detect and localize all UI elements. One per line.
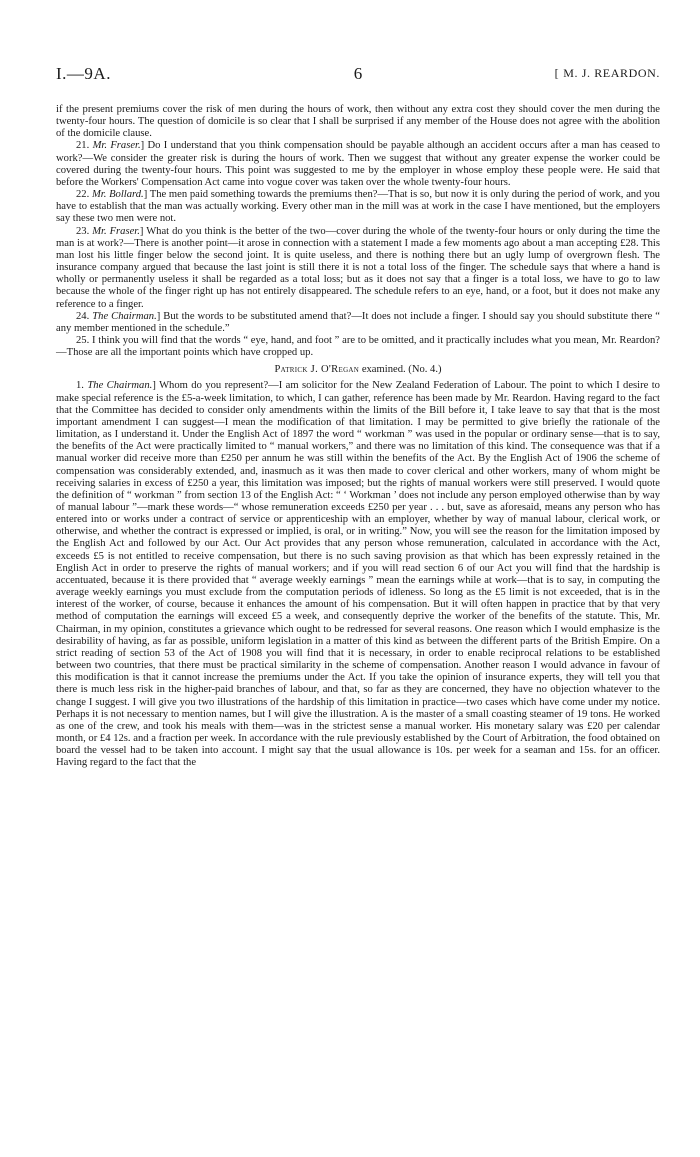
question-25 [56,335,660,359]
question-text: Do I understand that you think compensation should be payable although an accident occurs after a man has ceased to work?—We consider the greater risk is during the hours of work. Then we suggest that without any greater expense the worker could be covered during the twenty-four hours. This point was suggested to me by the employer in whose employ these people were. He said that before the Workers' Compensation Act came into vogue cover was taken over the whole twenty-four hours. [56,140,661,188]
page-number: 6 [353,64,363,83]
speaker-name: The Chairman. [87,380,153,392]
question-1: 1. The Chairman.] Whom do you represent?—I am solicitor for the New Zealand Federation of Labour. The point to which I desire to make special reference is the £5-a-week limitation, to which, I can gather, reference has been made by Mr. Reardon. Having regard to the fact that the Committee has decided to consider only amendments within the limits of the Bill before it, I take leave to say that that is the most important amendment I can suggest—I mean the modification of that limitation. I may be permitted to give briefly the rationale of the limitation, as I understand it. Under the English Act of 1897 the word “ workman ” was used in the popular or ordinary sense—that is to say, the benefits of the Act were practically limited to “ manual workers,” and there was no limitation of this kind. The consequence was that if a manual worker did receive more than £250 per annum he was still within the benefits of the Act. By the English Act of 1906 the scheme of compensation was considerably extended, and, inasmuch as it was then made to cover clerical and other workers, many of whom might be receiving salaries in excess of £250 a year, this limitation was imposed; but the rights of manual workers were still preserved. I would quote the definition of “ workman ” from section 13 of the English Act: “ ‘ Workman ’ does not include any person employed otherwise than by way of manual labour ”—mark these words—“ whose remuneration exceeds £250 per year . . . but, save as aforesaid, means any person who has entered into or works under a contract of service or apprenticeship with an employer, whether by way of manual labour, clerical work, or otherwise, and whether the contract is expressed or implied, is oral, or in writing.” Now, you will see the reason for the limitation imposed by the English Act and followed by our Act. Our Act provides that any person whose remuneration, calculated in accordance with the Act, exceeds £5 is not entitled to receive compensation, but there is no such saving provision as that which has been expressly retained in the English Act in order to preserve the rights of manual workers; and if you will read section 6 of our Act you will find that the hardship is accentuated, because it is there provided that “ average weekly earnings ” mean the earnings while at work—that is to say, in computing the average weekly earnings you must exclude from the computation periods of idleness. So long as the £5 limit is not exceeded, that is in the interest of the worker, of course, because it enhances the amount of his compensation. But it will often happen in practice that by that very method of computation the earnings will exceed £5 a week, and consequently deprive the worker of the benefits of the statute. This, Mr. Chairman, in my opinion, constitutes a grievance which ought to be redressed for several reasons. One reason which I would emphasize is the desirability of having, as far as possible, uniform legislation in a matter of this kind as between the different parts of the British Empire. On a strict reading of section 53 of the Act of 1908 you will find that it is necessary, in order to enable reciprocal relations to be established between two countries, that there must be practical similarity in the scheme of compensation. Another reason I would advance in favour of this modification is that it cannot increase the premiums under the Act. If you take the opinion of insurance experts, they will tell you that there is much less risk in the higher-paid branches of labour, and that, so far as they are concerned, they have no objection whatever to the change I suggest. I will give you two illustrations of the hardship of this limitation in practice—two cases which have come under my notice. Perhaps it is not necessary to mention names, but I will give the illustration. A is the master of a small coasting steamer of 19 tons. He worked as one of the crew, and took his meals with them—was in the strictest sense a manual worker. His monetary salary was £20 per calendar month, or £4 12s. and a fraction per week. In accordance with the rule previously established by the Court of Arbitration, the food obtained on board the vessel had to be taken into account. I might say that the usual allowance is 10s. per week for a seaman and 15s. for an officer. Having regard to the fact that the [56,380,660,769]
witness-name: Patrick J. O'Regan [274,364,360,376]
witness-heading-rest: examined. (No. 4.) [361,364,442,376]
witness-name-header: [ M. J. REARDON. [555,66,660,81]
speaker-name: Mr. Fraser. [92,140,141,152]
question-number: 22. [76,189,90,201]
question-number: 21. [76,140,90,152]
question-24: 24. The Chairman.] But the words to be substituted amend that?—It does not include a finger. I should say you should substitute there “ any member mentioned in the schedule.” [56,310,660,334]
question-text: Whom do you represent?—I am solicitor for the New Zealand Federation of Labour. The point to which I desire to make special reference is the £5-a-week limitation, to which, I can gather, reference has been made by Mr. Reardon. Having regard to the fact that the Committee has decided to consider only amendments within the limits of the Bill before it, I take leave to say that that is the most important amendment I can suggest—I mean the modification of that limitation. I may be permitted to give briefly the rationale of the limitation, as I understand it. Under the English Act of 1897 the word “ workman ” was used in the popular or ordinary sense—that is to say, the benefits of the Act were practically limited to “ manual workers,” and there was no limitation of this kind. The consequence was that if a manual worker did receive more than £250 per annum he was still within the benefits of the Act. By the English Act of 1906 the scheme of compensation was considerably extended, and, inasmuch as it was then made to cover clerical and other workers, many of whom might be receiving salaries in excess of £250 a year, this limitation was imposed; but the rights of manual workers were still preserved. I would quote the definition of “ workman ” from section 13 of the English Act: “ ‘ Workman ’ does not include any person employed otherwise than by way of manual labour ”—mark these words—“ whose remuneration exceeds £250 per year . . . but, save as aforesaid, means any person who has entered into or works under a contract of service or apprenticeship with an employer, whether by way of manual labour, clerical work, or otherwise, and whether the contract is expressed or implied, is oral, or in writing.” Now, you will see the reason for the limitation imposed by the English Act and followed by our Act. Our Act provides that any person whose remuneration, calculated in accordance with the Act, exceeds £5 is not entitled to receive compensation, but there is no such saving provision as that which has been expressly retained in the English Act in order to preserve the rights of manual workers; and if you will read section 6 of our Act you will find that the hardship is accentuated, because it is there provided that “ average weekly earnings ” mean the earnings while at work—that is to say, in computing the average weekly earnings you must exclude from the computation periods of idleness. So long as the £5 limit is not exceeded, that is in the interest of the worker, of course, because it enhances the amount of his compensation. But it will often happen in practice that by that very method of computation the earnings will exceed £5 a week, and consequently deprive the worker of the benefits of the statute. This, Mr. Chairman, in my opinion, constitutes a grievance which ought to be redressed for several reasons. One reason which I would emphasize is the desirability of having, as far as possible, uniform legislation in a matter of this kind as between the different parts of the British Empire. On a strict reading of section 53 of the Act of 1908 you will find that it is necessary, in order to enable reciprocal relations to be established between two countries, that there must be practical similarity in the scheme of compensation. Another reason I would advance in favour of this modification is that it cannot increase the premiums under the Act. If you take the opinion of insurance experts, they will tell you that there is much less risk in the higher-paid branches of labour, and that, so far as they are concerned, they have no objection whatever to the change I suggest. I will give you two illustrations of the hardship of this limitation in practice—two cases which have come under my notice. Perhaps it is not necessary to mention names, but I will give the illustration. A is the master of a small coasting steamer of 19 tons. He worked as one of the crew, and took his meals with them—was in the strictest sense a manual worker. His monetary salary was £20 per calendar month, or £4 12s. and a fraction per week. In accordance with the rule previously established by the Court of Arbitration, the food obtained on board the vessel had to be taken into account. I might say that the usual allowance is 10s. per week for a seaman and 15s. for an officer. Having regard to the fact that the [56,380,660,769]
question-number: 25. [76,334,90,346]
question-23: 23. Mr. Fraser.] What do you think is the better of the two—cover during the whole of the twenty-four hours or only during the time the man is at work?—There is another point—it arose in connection with a statement I made a few moments ago about a man accepting £28. This man lost his little finger below the second joint. It is quite useless, and there is nothing there but an ugly lump of overgrown flesh. The insurance company argued that because the last joint is still there it is not a total loss of the finger. The schedule says that where a hand is wholly or permanently useless it shall be regarded as a total loss; but as it does not say that a finger is a total loss, we have to go to law because the whole of the finger right up has not entirely disappeared. The schedule refers to an eye, hand, or a foot, but it does not make any reference to a finger. [56,225,660,310]
question-text: But the words to be substituted amend that?—It does not include a finger. I should say you should substitute there “ any member mentioned in the schedule.” [56,310,660,334]
document-body [56,104,660,769]
paragraph-continuation: if the present premiums cover the risk of men during the hours of work, then without any extra cost they should cover the men during the twenty-four hours. The question of domicile is so clear that I shall be surprised if any member of the House does not agree with the abolition of the domicile clause. [56,104,660,140]
paper-reference: I.—9A. [56,64,111,83]
question-21: 21. Mr. Fraser.] Do I understand that you think compensation should be payable although an accident occurs after a man has ceased to work?—We consider the greater risk is during the hours of work. Then we suggest that without any greater expense the worker could be covered during the twenty-four hours. This point was suggested to me by the employer in whose employ these people were. He said that before the Workers' Compensation Act came into vogue cover was taken over the whole twenty-four hours. [56,140,661,188]
running-head [56,64,660,88]
question-text: What do you think is the better of the two—cover during the whole of the twenty-four hours or only during the time the man is at work?—There is another point—it arose in connection with a statement I made a few moments ago about a man accepting £28. This man lost his little finger below the second joint. It is quite useless, and there is nothing there but an ugly lump of overgrown flesh. The insurance company argued that because the last joint is still there it is not a total loss of the finger. The schedule says that where a hand is wholly or permanently useless it shall be regarded as a total loss; but as it does not say that a finger is a total loss, we have to go to law because the whole of the finger right up has not entirely disappeared. The schedule refers to an eye, hand, or a foot, but it does not make any reference to a finger. [56,225,660,310]
question-22: 22. Mr. Bollard.] The men paid something towards the premiums then?—That is so, but now it is only during the period of work, and you have to establish that the man was actually working. Every other man in the mill was at work in the case I have mentioned, but the employers say these two men were not. [56,189,660,225]
question-number: 24. [76,310,90,322]
question-text: The men paid something towards the premiums then?—That is so, but now it is only during the period of work, and you have to establish that the man was actually working. Every other man in the mill was at work in the case I have mentioned, but the employers say these two men were not. [56,189,660,225]
speaker-name: Mr. Bollard. [91,189,144,201]
speaker-name: Mr. Fraser. [92,225,140,237]
question-text: I think you will find that the words “ eye, hand, and foot ” are to be omitted, and it practically includes what you mean, Mr. Reardon?—Those are all the important points which have cropped up. [56,334,660,359]
witness-heading [56,364,660,376]
question-number: 1. [76,380,84,392]
speaker-name: The Chairman. [92,310,157,322]
question-number: 23. [76,225,90,237]
